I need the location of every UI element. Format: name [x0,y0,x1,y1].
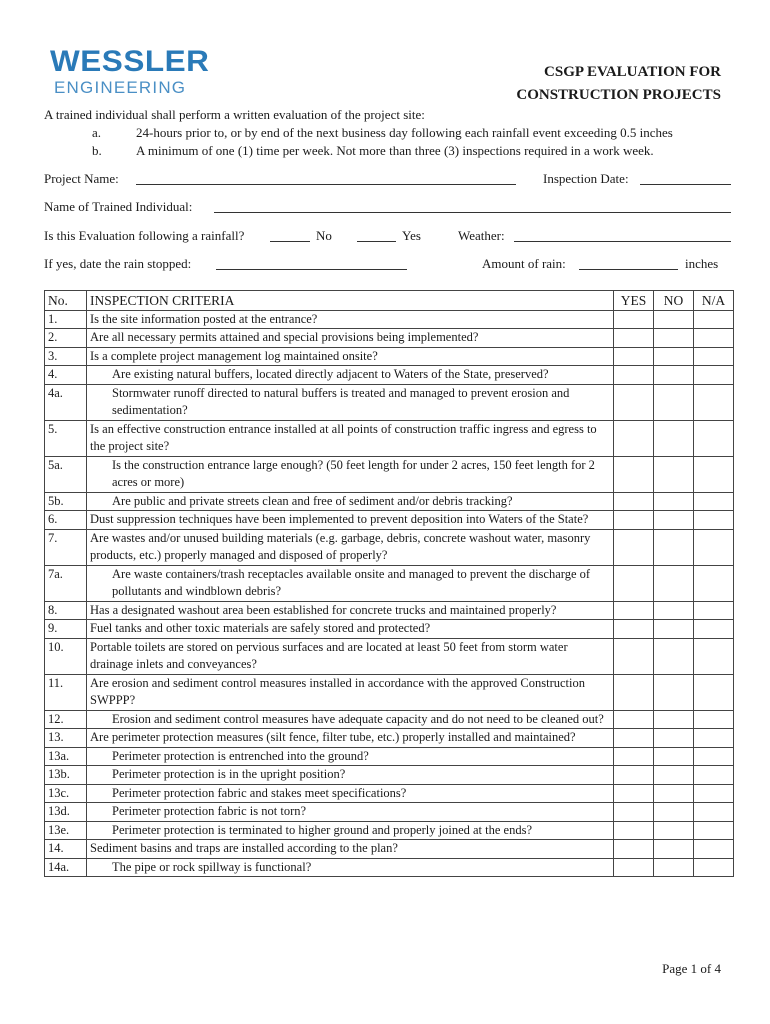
yes-checkbox-cell[interactable] [614,620,654,639]
na-checkbox-cell[interactable] [694,674,734,710]
rain-stopped-field[interactable] [216,255,407,270]
intro-text: A trained individual shall perform a written evaluation of the project site: [44,107,425,122]
amount-of-rain-label: Amount of rain: [482,256,566,271]
table-row [45,710,734,729]
na-checkbox-cell[interactable] [694,784,734,803]
table-row [45,674,734,710]
table-row [45,329,734,348]
criteria-number: 13a. [45,747,87,766]
na-checkbox-cell[interactable] [694,747,734,766]
criteria-text-cell [87,347,614,366]
table-row [45,620,734,639]
header-yes: YES [614,291,654,311]
table-row [45,747,734,766]
header-na: N/A [694,291,734,311]
na-checkbox-cell[interactable] [694,529,734,565]
na-checkbox-cell[interactable] [694,821,734,840]
table-row [45,821,734,840]
table-row [45,456,734,492]
criteria-number: 13c. [45,784,87,803]
criteria-number: 6. [45,511,87,530]
table-row [45,492,734,511]
table-row [45,347,734,366]
yes-checkbox-cell[interactable] [614,511,654,530]
yes-checkbox-cell[interactable] [614,638,654,674]
na-checkbox-cell[interactable] [694,858,734,877]
no-checkbox-cell[interactable] [654,729,694,748]
criteria-text-cell [87,420,614,456]
title-line-2: CONSTRUCTION PROJECTS [516,87,721,103]
table-row [45,638,734,674]
na-checkbox-cell[interactable] [694,456,734,492]
header-criteria: INSPECTION CRITERIA [87,291,614,311]
no-checkbox-cell[interactable] [654,420,694,456]
no-checkbox-cell[interactable] [654,638,694,674]
yes-checkbox-cell[interactable] [614,784,654,803]
criteria-number: 7. [45,529,87,565]
inches-label: inches [685,256,719,271]
intro-item-b-label: b. [92,143,102,158]
criteria-number: 4. [45,366,87,385]
criteria-text: Are public and private streets clean and free of sediment and/or debris tracking? [112,493,513,508]
na-checkbox-cell[interactable] [694,347,734,366]
no-checkbox-cell[interactable] [654,803,694,822]
criteria-text: Is a complete project management log maintained onsite? [90,348,378,363]
criteria-text: Are all necessary permits attained and special provisions being implemented? [90,330,479,344]
trained-individual-field[interactable] [214,198,731,213]
table-row [45,420,734,456]
criteria-text: Is the construction entrance large enough? (50 feet length for under 2 acres, 150 feet length for 2 acres or more) [112,457,595,489]
document-title [516,61,721,107]
table-row [45,565,734,601]
criteria-text-cell [87,329,614,348]
criteria-text-cell [87,803,614,822]
criteria-number: 12. [45,710,87,729]
criteria-text: Are perimeter protection measures (silt fence, filter tube, etc.) properly installed and maintained? [90,730,576,744]
no-checkbox-cell[interactable] [654,511,694,530]
criteria-number: 5b. [45,492,87,511]
criteria-text: Perimeter protection is in the upright position? [112,767,346,781]
criteria-number: 4a. [45,384,87,420]
na-checkbox-cell[interactable] [694,620,734,639]
yes-checkbox-cell[interactable] [614,858,654,877]
table-row [45,729,734,748]
no-checkbox-cell[interactable] [654,329,694,348]
na-checkbox-cell[interactable] [694,329,734,348]
criteria-text: Is an effective construction entrance installed at all points of construction traffic ingress and egress to the project site? [90,421,597,453]
yes-checkbox-cell[interactable] [614,310,654,329]
yes-checkbox-cell[interactable] [614,803,654,822]
criteria-text-cell [87,858,614,877]
weather-label: Weather: [458,228,505,243]
na-checkbox-cell[interactable] [694,803,734,822]
company-logo [50,46,218,102]
table-row [45,511,734,530]
yes-checkbox-cell[interactable] [614,529,654,565]
rainfall-yes-label: Yes [402,228,421,243]
criteria-text: Has a designated washout area been established for concrete trucks and maintained properly? [90,602,557,617]
criteria-number: 9. [45,620,87,639]
criteria-text-cell [87,674,614,710]
yes-checkbox-cell[interactable] [614,329,654,348]
yes-checkbox-cell[interactable] [614,710,654,729]
na-checkbox-cell[interactable] [694,492,734,511]
rainfall-no-field[interactable] [270,227,310,242]
criteria-text: Fuel tanks and other toxic materials are safely stored and protected? [90,621,431,635]
criteria-text: Are wastes and/or unused building materials (e.g. garbage, debris, concrete washout water, masonry products, etc.) properly managed and disposed of properly? [90,530,591,562]
criteria-number: 13e. [45,821,87,840]
no-checkbox-cell[interactable] [654,747,694,766]
criteria-text: The pipe or rock spillway is functional? [112,859,312,874]
intro-item-a-label: a. [92,125,102,140]
rainfall-question: Is this Evaluation following a rainfall? [44,228,245,243]
table-row [45,529,734,565]
yes-checkbox-cell[interactable] [614,674,654,710]
criteria-text-cell [87,366,614,385]
yes-checkbox-cell[interactable] [614,492,654,511]
yes-checkbox-cell[interactable] [614,347,654,366]
yes-checkbox-cell[interactable] [614,420,654,456]
table-row [45,803,734,822]
table-row [45,601,734,620]
no-checkbox-cell[interactable] [654,840,694,859]
criteria-text: Dust suppression techniques have been implemented to prevent deposition into Waters of the State? [90,512,589,526]
no-checkbox-cell[interactable] [654,674,694,710]
table-row [45,384,734,420]
table-row [45,766,734,785]
na-checkbox-cell[interactable] [694,710,734,729]
criteria-text: Perimeter protection fabric and stakes meet specifications? [112,785,407,800]
amount-of-rain-field[interactable] [579,255,678,270]
no-checkbox-cell[interactable] [654,710,694,729]
header-no-col: NO [654,291,694,311]
rain-stopped-label: If yes, date the rain stopped: [44,256,192,271]
na-checkbox-cell[interactable] [694,601,734,620]
criteria-text-cell [87,384,614,420]
criteria-text: Perimeter protection is terminated to higher ground and properly joined at the ends? [112,822,533,837]
table-row [45,366,734,385]
rainfall-no-label: No [316,228,332,243]
criteria-number: 11. [45,674,87,710]
criteria-text-cell [87,638,614,674]
criteria-text-cell [87,821,614,840]
criteria-number: 3. [45,347,87,366]
table-row [45,310,734,329]
criteria-text-cell [87,529,614,565]
criteria-number: 2. [45,329,87,348]
criteria-number: 13. [45,729,87,748]
table-row [45,784,734,803]
trained-individual-label: Name of Trained Individual: [44,199,193,214]
no-checkbox-cell[interactable] [654,766,694,785]
project-name-field[interactable] [136,170,516,185]
no-checkbox-cell[interactable] [654,784,694,803]
no-checkbox-cell[interactable] [654,310,694,329]
no-checkbox-cell[interactable] [654,601,694,620]
yes-checkbox-cell[interactable] [614,821,654,840]
no-checkbox-cell[interactable] [654,821,694,840]
no-checkbox-cell[interactable] [654,384,694,420]
page-number: Page 1 of 4 [662,961,721,976]
criteria-text-cell [87,784,614,803]
no-checkbox-cell[interactable] [654,620,694,639]
na-checkbox-cell[interactable] [694,840,734,859]
table-row [45,840,734,859]
no-checkbox-cell[interactable] [654,565,694,601]
criteria-text-cell [87,310,614,329]
weather-field[interactable] [514,227,731,242]
criteria-text-cell [87,710,614,729]
na-checkbox-cell[interactable] [694,638,734,674]
criteria-text: Stormwater runoff directed to natural buffers is treated and managed to prevent erosion and sedimentation? [112,385,570,417]
criteria-number: 7a. [45,565,87,601]
na-checkbox-cell[interactable] [694,565,734,601]
no-checkbox-cell[interactable] [654,456,694,492]
yes-checkbox-cell[interactable] [614,747,654,766]
criteria-number: 10. [45,638,87,674]
criteria-text-cell [87,456,614,492]
criteria-number: 1. [45,310,87,329]
no-checkbox-cell[interactable] [654,366,694,385]
criteria-text: Portable toilets are stored on pervious surfaces and are located at least 50 feet from storm water drainage inlets and conveyances? [90,639,568,671]
criteria-text: Is the site information posted at the entrance? [90,311,318,326]
criteria-number: 5. [45,420,87,456]
criteria-text: Perimeter protection fabric is not torn? [112,804,307,818]
criteria-number: 5a. [45,456,87,492]
na-checkbox-cell[interactable] [694,729,734,748]
na-checkbox-cell[interactable] [694,310,734,329]
criteria-text-cell [87,766,614,785]
project-name-label: Project Name: [44,171,119,186]
table-header-row [45,291,734,311]
yes-checkbox-cell[interactable] [614,729,654,748]
yes-checkbox-cell[interactable] [614,766,654,785]
yes-checkbox-cell[interactable] [614,601,654,620]
inspection-date-label: Inspection Date: [543,171,629,186]
criteria-text-cell [87,601,614,620]
criteria-text: Are waste containers/trash receptacles available onsite and managed to prevent the discharge of pollutants and windblown debris? [112,566,591,598]
criteria-text-cell [87,620,614,639]
inspection-criteria-table [44,290,734,877]
header-no: No. [45,291,87,311]
criteria-text-cell [87,747,614,766]
rainfall-yes-field[interactable] [357,227,396,242]
criteria-text-cell [87,511,614,530]
no-checkbox-cell[interactable] [654,347,694,366]
table-row [45,858,734,877]
criteria-number: 13b. [45,766,87,785]
na-checkbox-cell[interactable] [694,420,734,456]
criteria-number: 8. [45,601,87,620]
criteria-number: 13d. [45,803,87,822]
yes-checkbox-cell[interactable] [614,565,654,601]
no-checkbox-cell[interactable] [654,529,694,565]
yes-checkbox-cell[interactable] [614,384,654,420]
intro-item-b-text: A minimum of one (1) time per week. Not more than three (3) inspections required in a work week. [136,143,654,158]
criteria-text: Sediment basins and traps are installed according to the plan? [90,841,398,855]
criteria-text-cell [87,565,614,601]
na-checkbox-cell[interactable] [694,366,734,385]
criteria-text: Perimeter protection is entrenched into the ground? [112,748,369,763]
criteria-text-cell [87,840,614,859]
criteria-number: 14. [45,840,87,859]
na-checkbox-cell[interactable] [694,384,734,420]
criteria-text-cell [87,729,614,748]
criteria-number: 14a. [45,858,87,877]
no-checkbox-cell[interactable] [654,858,694,877]
inspection-date-field[interactable] [640,170,731,185]
logo-sub-text: ENGINEERING [54,78,187,97]
no-checkbox-cell[interactable] [654,492,694,511]
criteria-text: Erosion and sediment control measures have adequate capacity and do not need to be cleaned out? [112,711,604,726]
yes-checkbox-cell[interactable] [614,456,654,492]
intro-item-a-text: 24-hours prior to, or by end of the next business day following each rainfall event exceeding 0.5 inches [136,125,673,140]
title-line-1: CSGP EVALUATION FOR [544,64,721,80]
logo-main-text: WESSLER [50,45,210,78]
na-checkbox-cell[interactable] [694,511,734,530]
yes-checkbox-cell[interactable] [614,840,654,859]
criteria-text: Are existing natural buffers, located directly adjacent to Waters of the State, preserved? [112,367,549,381]
na-checkbox-cell[interactable] [694,766,734,785]
criteria-text-cell [87,492,614,511]
yes-checkbox-cell[interactable] [614,366,654,385]
criteria-text: Are erosion and sediment control measures installed in accordance with the approved Construction SWPPP? [90,675,585,707]
